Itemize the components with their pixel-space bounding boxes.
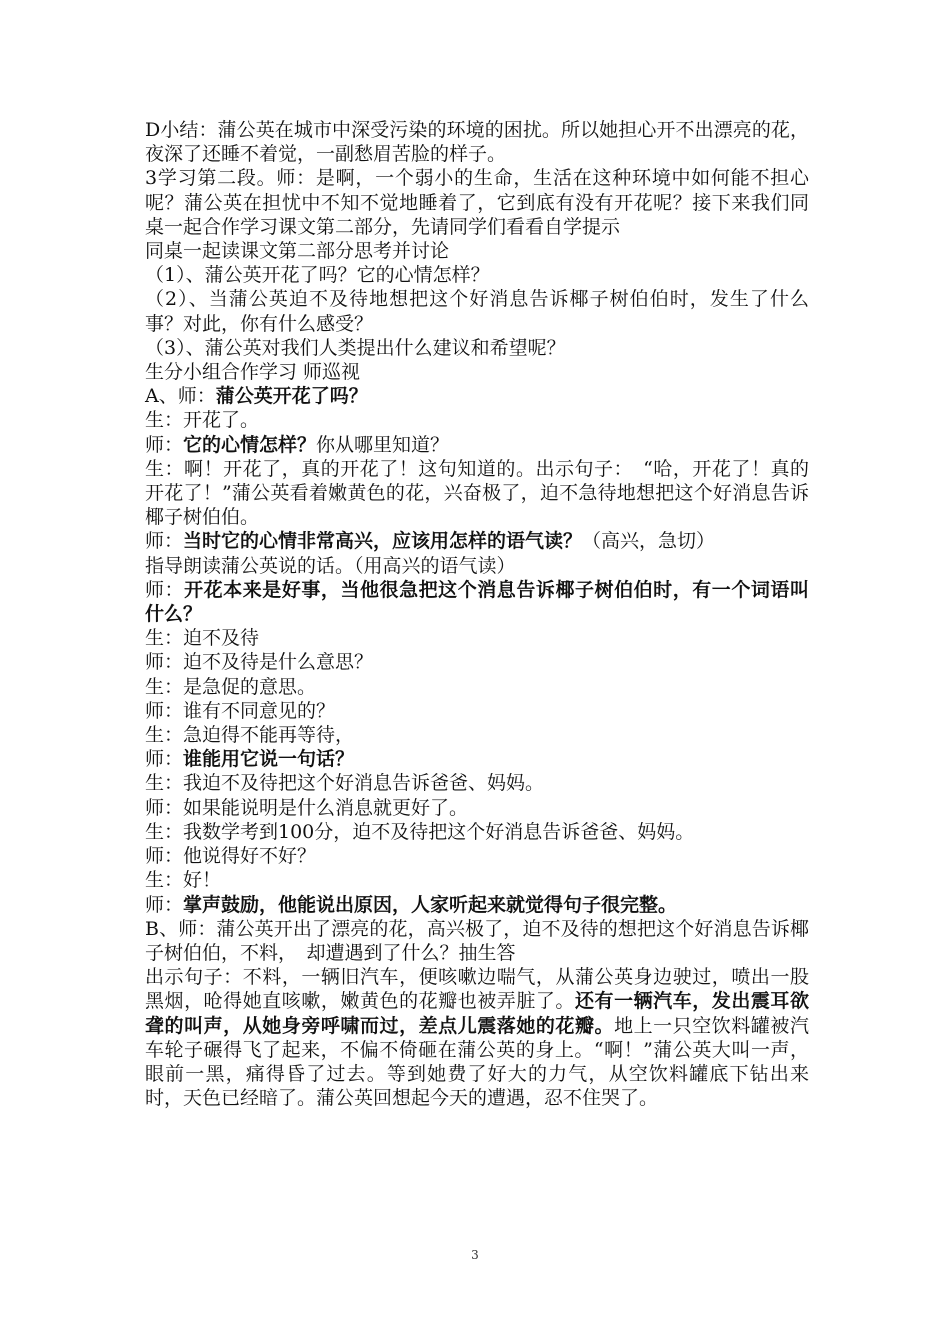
bold-text: 蒲公英开花了吗？: [215, 385, 368, 408]
text-segment: 师：他说得好不好？: [145, 845, 317, 868]
paragraph: [145, 820, 809, 844]
text-segment: （2）、当蒲公英迫不及待地想把这个好消息告诉椰子树伯伯时，发生了什么事？对此，你有什么感受？: [145, 288, 809, 335]
text-segment: （高兴，急切）: [582, 530, 716, 553]
bold-text: 它的心情怎样？: [183, 433, 317, 456]
bold-text: 还有一辆汽车，发出震耳欲聋的叫声，从她身旁呼啸而过，差点儿震落她的花瓣。: [145, 990, 809, 1037]
paragraph: [145, 868, 809, 892]
bold-text: 当时它的心情非常高兴，应该用怎样的语气读？: [183, 530, 583, 553]
text-segment: 同桌一起读课文第二部分思考并讨论: [145, 240, 450, 263]
paragraph: [145, 844, 809, 868]
text-segment: 3学习第二段。师：是啊，一个弱小的生命，生活在这种环境中如何能不担心呢？蒲公英在担忧中不知不觉地睡着了，它到底有没有开花呢？接下来我们同桌一起合作学习课文第二部分，先请同学们看看自学提示: [145, 167, 809, 238]
paragraph: [145, 336, 809, 360]
paragraph: [145, 965, 809, 1110]
paragraph: [145, 118, 809, 166]
text-segment: 生：好！: [145, 869, 222, 892]
text-segment: 生：是急促的意思。: [145, 675, 317, 698]
text-segment: 生：急迫得不能再等待，: [145, 724, 355, 747]
text-segment: 指导朗读蒲公英说的话。（用高兴的语气读）: [145, 554, 516, 577]
text-segment: （3）、蒲公英对我们人类提出什么建议和希望呢？: [145, 336, 566, 359]
paragraph: [145, 796, 809, 820]
text-segment: 师：: [145, 433, 184, 456]
text-segment: 生：我数学考到100分，迫不及待把这个好消息告诉爸爸、妈妈。: [145, 820, 695, 843]
text-segment: B、师：蒲公英开出了漂亮的花，高兴极了，迫不及待的想把这个好消息告诉椰子树伯伯，不料， 却遭遇到了什么？抽生答: [145, 917, 809, 964]
text-segment: D小结：蒲公英在城市中深受污染的环境的困扰。所以她担心开不出漂亮的花，夜深了还睡不着觉，一副愁眉苦脸的样子。: [145, 119, 809, 166]
paragraph: [145, 917, 809, 965]
paragraph: [145, 360, 809, 384]
paragraph: [145, 675, 809, 699]
paragraph: [145, 263, 809, 287]
paragraph: [145, 384, 809, 408]
page-number: 3: [471, 1248, 479, 1262]
text-segment: 生：我迫不及待把这个好消息告诉爸爸、妈妈。: [145, 772, 545, 795]
text-segment: （1）、蒲公英开花了吗？它的心情怎样？: [145, 264, 490, 287]
paragraph: [145, 408, 809, 432]
bold-text: 掌声鼓励，他能说出原因，人家听起来就觉得句子很完整。: [183, 893, 678, 916]
paragraph: [145, 893, 809, 917]
text-segment: 你从哪里知道？: [316, 433, 450, 456]
text-segment: 师：: [145, 578, 185, 601]
paragraph: [145, 723, 809, 747]
bold-text: 谁能用它说一句话？: [183, 748, 355, 771]
paragraph: [145, 699, 809, 723]
paragraph: [145, 166, 809, 239]
paragraph: [145, 747, 809, 771]
paragraph: [145, 457, 809, 530]
paragraph: [145, 433, 809, 457]
paragraph: [145, 239, 809, 263]
paragraph: [145, 287, 809, 335]
text-segment: 师：谁有不同意见的？: [145, 699, 336, 722]
paragraph: [145, 771, 809, 795]
text-segment: 生分小组合作学习 师巡视: [145, 361, 361, 384]
paragraph: [145, 554, 809, 578]
paragraph: [145, 578, 809, 626]
paragraph: [145, 650, 809, 674]
paragraph: [145, 626, 809, 650]
paragraph: [145, 529, 809, 553]
document-body: [145, 118, 809, 1110]
text-segment: 师：如果能说明是什么消息就更好了。: [145, 796, 469, 819]
text-segment: 师：: [145, 893, 184, 916]
text-segment: 师：: [145, 748, 184, 771]
bold-text: 开花本来是好事，当他很急把这个消息告诉椰子树伯伯时，有一个词语叫什么？: [145, 578, 809, 626]
text-segment: 生：啊！开花了，真的开花了！这句知道的。出示句子： “哈，开花了！真的开花了！”蒲公英看着嫩黄色的花，兴奋极了，迫不急待地想把这个好消息告诉椰子树伯伯。: [145, 457, 809, 529]
text-segment: 生：迫不及待: [145, 627, 260, 650]
text-segment: 生：开花了。: [145, 409, 260, 432]
text-segment: 师：: [145, 530, 184, 553]
text-segment: 地上一只空饮料罐被汽车轮子碾得飞了起来，不偏不倚砸在蒲公英的身上。“啊！”蒲公英大叫一声，眼前一黑，痛得昏了过去。等到她费了好大的力气，从空饮料罐底下钻出来时，天色已经暗了。蒲公英回想起今天的遭遇，忍不住哭了。: [145, 1014, 809, 1110]
text-segment: 出示句子：不料，一辆旧汽车，便咳嗽边喘气，从蒲公英身边驶过，喷出一股黑烟，呛得她直咳嗽，嫩黄色的花瓣也被弄脏了。: [145, 966, 809, 1013]
text-segment: 师：迫不及待是什么意思？: [145, 651, 374, 674]
text-segment: A、师：: [145, 385, 216, 408]
